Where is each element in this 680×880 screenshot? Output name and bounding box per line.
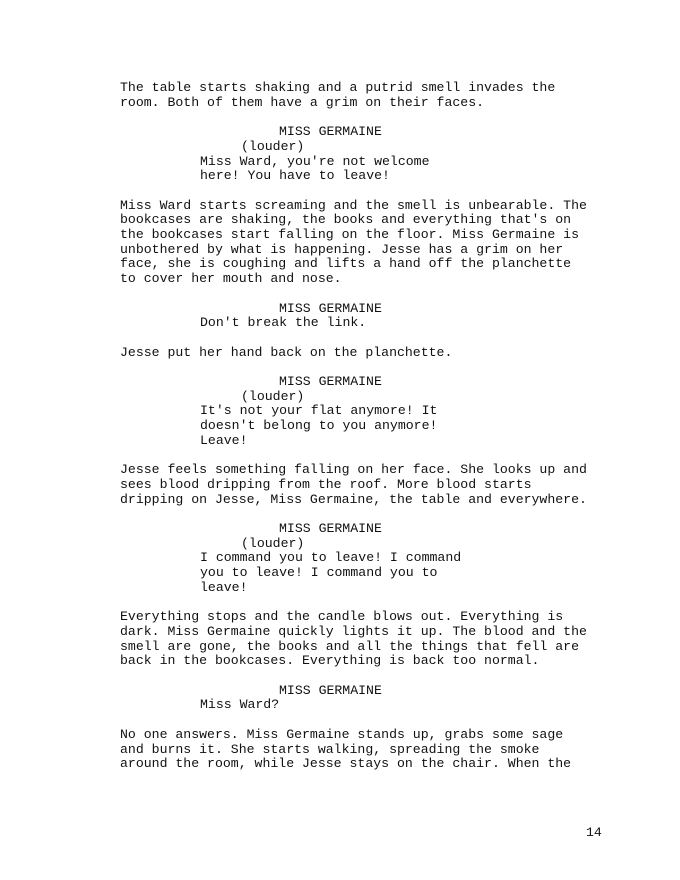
action-line: No one answers. Miss Germaine stands up, grabs some sage bbox=[120, 726, 564, 742]
character-name: MISS GERMAINE bbox=[279, 521, 382, 536]
action-line: around the room, while Jesse stays on the chair. When the bbox=[120, 756, 572, 772]
dialogue-line: leave! bbox=[200, 579, 248, 595]
action-line: back in the bookcases. Everything is back too normal. bbox=[120, 653, 540, 669]
action-line: Jesse feels something falling on her face. She looks up and bbox=[120, 462, 587, 478]
dialogue-line: Miss Ward? bbox=[200, 697, 280, 713]
parenthetical: (louder) bbox=[241, 535, 305, 551]
action-line: sees blood dripping from the roof. More blood starts bbox=[120, 476, 532, 492]
action-line: the bookcases start falling on the floor. Miss Germaine is bbox=[120, 227, 579, 242]
action-line: room. Both of them have a grim on their faces. bbox=[120, 94, 485, 110]
action-line: Jesse put her hand back on the planchette. bbox=[120, 344, 453, 360]
action-line: The table starts shaking and a putrid smell invades the bbox=[120, 80, 556, 95]
action-line: Everything stops and the candle blows out. Everything is bbox=[120, 609, 564, 625]
dialogue-line: here! You have to leave! bbox=[200, 168, 390, 184]
dialogue-line: It's not your flat anymore! It bbox=[200, 403, 438, 419]
dialogue-line: Don't break the link. bbox=[200, 315, 367, 331]
action-line: and burns it. She starts walking, spreading the smoke bbox=[120, 741, 540, 757]
action-line: to cover her mouth and nose. bbox=[120, 271, 342, 287]
parenthetical: (louder) bbox=[241, 388, 305, 404]
page-number: 14 bbox=[586, 825, 602, 840]
action-line: dripping on Jesse, Miss Germaine, the table and everywhere. bbox=[120, 491, 587, 507]
character-name: MISS GERMAINE bbox=[279, 124, 382, 140]
action-line: face, she is coughing and lifts a hand off the planchette bbox=[120, 256, 572, 272]
action-line: smell are gone, the books and all the things that fell are bbox=[120, 638, 579, 654]
dialogue-line: Miss Ward, you're not welcome bbox=[200, 153, 430, 169]
action-line: dark. Miss Germaine quickly lights it up. The blood and the bbox=[120, 623, 587, 639]
action-line: unbothered by what is happening. Jesse has a grim on her bbox=[120, 241, 564, 257]
character-name: MISS GERMAINE bbox=[279, 300, 382, 316]
parenthetical: (louder) bbox=[241, 138, 305, 154]
action-line: Miss Ward starts screaming and the smell is unbearable. The bbox=[120, 197, 587, 213]
dialogue-line: I command you to leave! I command bbox=[200, 550, 462, 566]
action-line: bookcases are shaking, the books and everything that's on bbox=[120, 212, 572, 228]
character-name: MISS GERMAINE bbox=[279, 682, 382, 698]
character-name: MISS GERMAINE bbox=[279, 374, 382, 389]
dialogue-line: doesn't belong to you anymore! bbox=[200, 418, 438, 434]
dialogue-line: you to leave! I command you to bbox=[200, 565, 438, 581]
dialogue-line: Leave! bbox=[200, 432, 248, 448]
